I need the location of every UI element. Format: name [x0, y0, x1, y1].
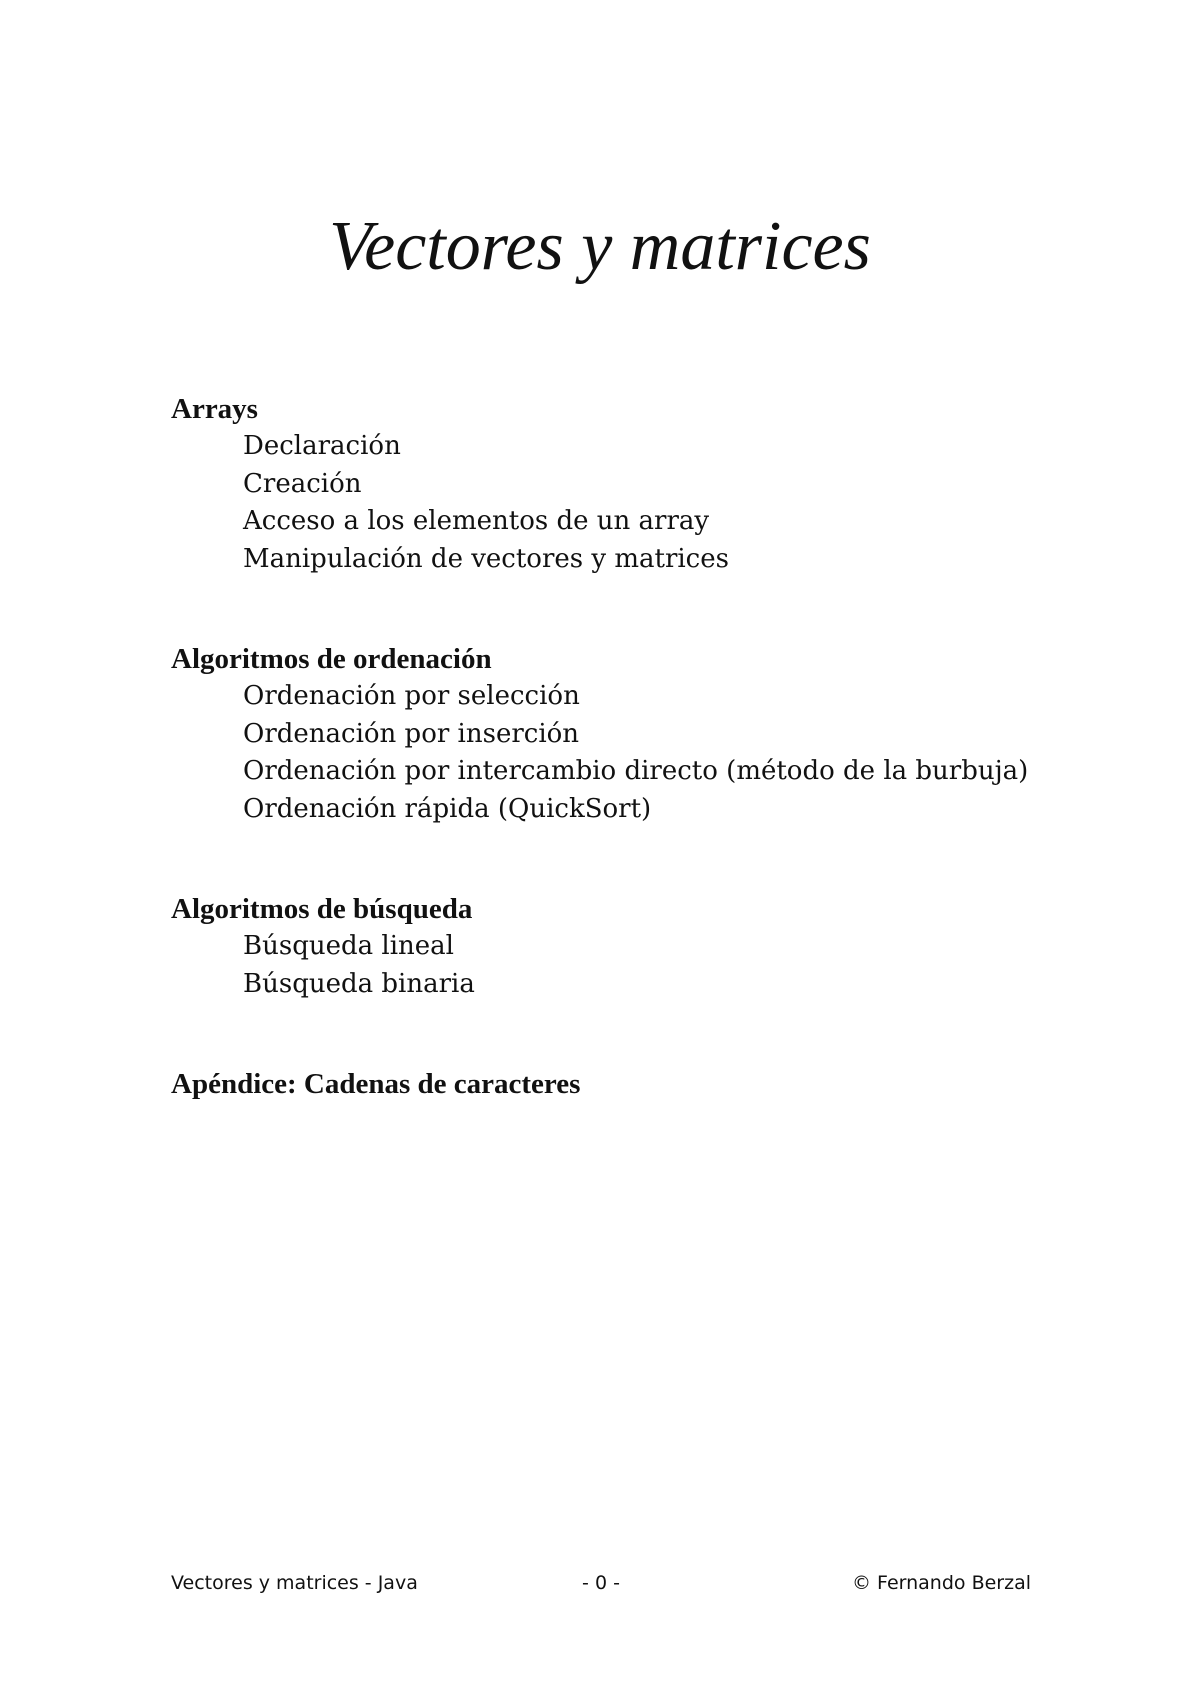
- toc-section-arrays: [171, 390, 1071, 578]
- list-item: Acceso a los elementos de un array: [243, 506, 710, 536]
- list-item: Creación: [243, 468, 362, 499]
- list-item: Ordenación por inserción: [243, 718, 580, 749]
- list-item: Manipulación de vectores y matrices: [243, 543, 729, 574]
- section-item-list: [171, 428, 1071, 578]
- section-heading: Apéndice: Cadenas de caracteres: [171, 1068, 581, 1100]
- section-heading: Algoritmos de ordenación: [171, 643, 492, 675]
- section-item-list: [171, 928, 1071, 1003]
- page-title: Vectores y matrices: [329, 208, 871, 285]
- section-item-list: [171, 678, 1071, 828]
- section-heading: Algoritmos de búsqueda: [171, 893, 473, 925]
- list-item: Declaración: [243, 431, 401, 461]
- list-item: Ordenación por intercambio directo (método de la burbuja): [243, 756, 1029, 786]
- section-heading: Arrays: [171, 393, 258, 425]
- page-footer: [171, 1568, 1031, 1598]
- toc-section-appendix: [171, 1065, 1071, 1103]
- list-item: Búsqueda binaria: [243, 968, 475, 999]
- toc-section-sorting: [171, 640, 1071, 828]
- list-item: Búsqueda lineal: [243, 931, 454, 961]
- footer-page-number: - 0 -: [582, 1572, 620, 1594]
- footer-document-title: Vectores y matrices - Java: [171, 1572, 418, 1594]
- list-item: Ordenación rápida (QuickSort): [243, 793, 652, 824]
- table-of-contents: [171, 390, 1071, 1165]
- toc-section-searching: [171, 890, 1071, 1003]
- list-item: Ordenación por selección: [243, 681, 580, 711]
- footer-copyright: © Fernando Berzal: [852, 1572, 1031, 1594]
